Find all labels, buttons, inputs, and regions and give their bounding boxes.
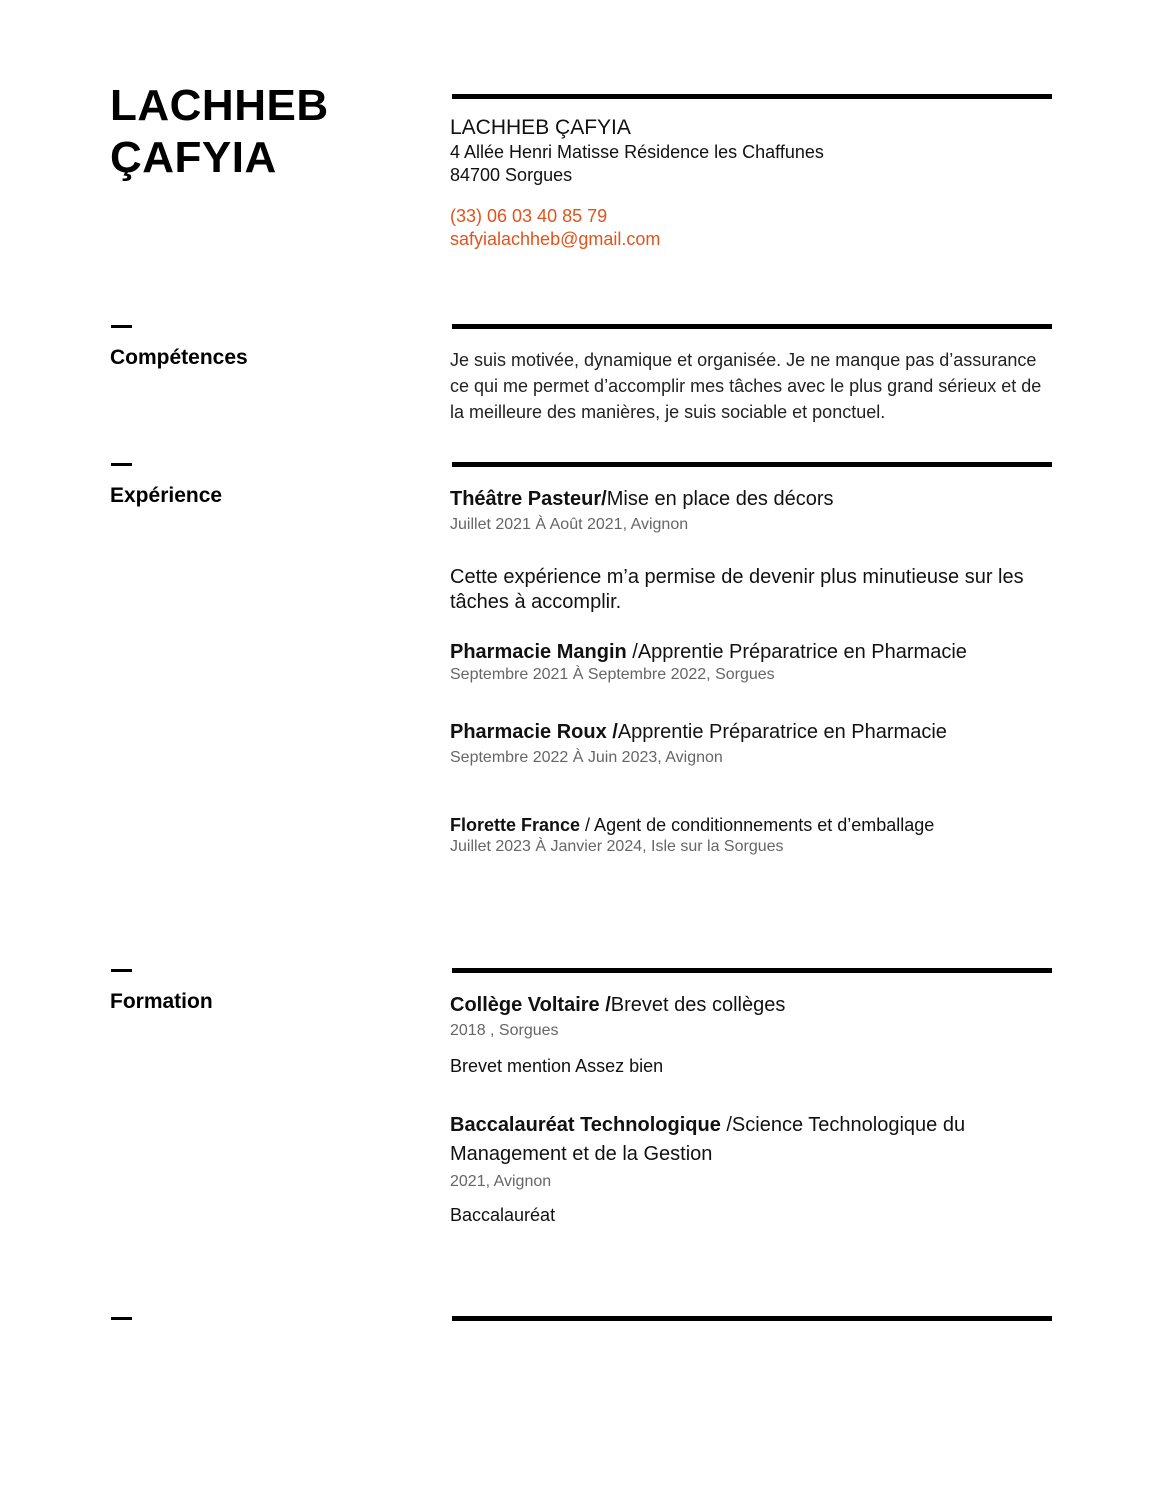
job-employer: Pharmacie Roux /: [450, 721, 618, 743]
job-employer: Théâtre Pasteur/: [450, 488, 607, 510]
experience-item: [450, 639, 1060, 685]
competences-line-3: la meilleure des manières, je suis sociable et ponctuel.: [450, 402, 886, 422]
formation-result: Baccalauréat: [450, 1205, 556, 1225]
header-rule: [452, 94, 1052, 99]
address-line-1: 4 Allée Henri Matisse Résidence les Chaffunes: [450, 142, 824, 162]
experience-item: [450, 814, 1060, 857]
job-employer: Florette France: [450, 815, 581, 835]
section-title-experience: Expérience: [110, 484, 223, 507]
job-role: Apprentie Préparatrice en Pharmacie: [617, 721, 947, 743]
formation-item: [450, 1111, 1060, 1227]
formation-meta: 2018 , Sorgues: [450, 1022, 559, 1039]
formation-title: [450, 992, 1060, 1018]
email-link[interactable]: safyialachheb@gmail.com: [450, 229, 661, 249]
section-title-competences: Compétences: [110, 346, 248, 369]
formation-school: Baccalauréat Technologique: [450, 1114, 727, 1136]
job-title: [450, 486, 1060, 512]
job-desc-line-1: Cette expérience m’a permise de devenir plus minutieuse sur les: [450, 566, 1024, 588]
phone-link[interactable]: (33) 06 03 40 85 79: [450, 206, 608, 226]
experience-item: [450, 719, 1060, 768]
experience-item: [450, 486, 1060, 615]
job-desc-line-2: tâches à accomplir.: [450, 591, 622, 613]
section-dash-competences: [111, 325, 132, 328]
address-line-2: 84700 Sorgues: [450, 165, 573, 185]
formation-diploma-line-2: Management et de la Gestion: [450, 1143, 713, 1165]
resume-name-heading: [110, 80, 329, 184]
job-title: [450, 814, 1060, 837]
section-dash-experience: [111, 463, 132, 466]
formation-item: [450, 992, 1060, 1078]
job-meta: Septembre 2022 À Juin 2023, Avignon: [450, 749, 723, 766]
competences-text: [450, 347, 1060, 425]
experience-rule: [452, 462, 1052, 467]
competences-rule: [452, 324, 1052, 329]
job-meta: Septembre 2021 À Septembre 2022, Sorgues: [450, 666, 775, 683]
job-role: Mise en place des décors: [606, 488, 834, 510]
empty-section-rule: [452, 1316, 1052, 1321]
formation-school: Collège Voltaire /: [450, 994, 611, 1016]
section-dash-empty: [111, 1317, 132, 1320]
name-line-1: LACHHEB: [110, 81, 329, 130]
name-line-2: ÇAFYIA: [110, 133, 277, 182]
formation-diploma: Brevet des collèges: [610, 994, 786, 1016]
contact-block: [450, 115, 1060, 251]
job-meta: Juillet 2023 À Janvier 2024, Isle sur la Sorgues: [450, 838, 784, 855]
job-meta: Juillet 2021 À Août 2021, Avignon: [450, 516, 689, 533]
job-title: [450, 639, 1060, 665]
job-employer: Pharmacie Mangin: [450, 641, 633, 663]
job-title: [450, 719, 1060, 745]
section-title-formation: Formation: [110, 990, 213, 1013]
formation-meta: 2021, Avignon: [450, 1173, 552, 1190]
competences-line-2: ce qui me permet d’accomplir mes tâches avec le plus grand sérieux et de: [450, 376, 1042, 396]
formation-rule: [452, 968, 1052, 973]
competences-line-1: Je suis motivée, dynamique et organisée. Je ne manque pas d’assurance: [450, 350, 1037, 370]
contact-name: LACHHEB ÇAFYIA: [450, 116, 631, 139]
formation-result: Brevet mention Assez bien: [450, 1056, 664, 1076]
job-role: / Agent de conditionnements et d’emballage: [580, 815, 935, 835]
formation-diploma: /Science Technologique du: [726, 1114, 966, 1136]
job-role: /Apprentie Préparatrice en Pharmacie: [632, 641, 967, 663]
formation-title: [450, 1111, 1060, 1140]
section-dash-formation: [111, 969, 132, 972]
